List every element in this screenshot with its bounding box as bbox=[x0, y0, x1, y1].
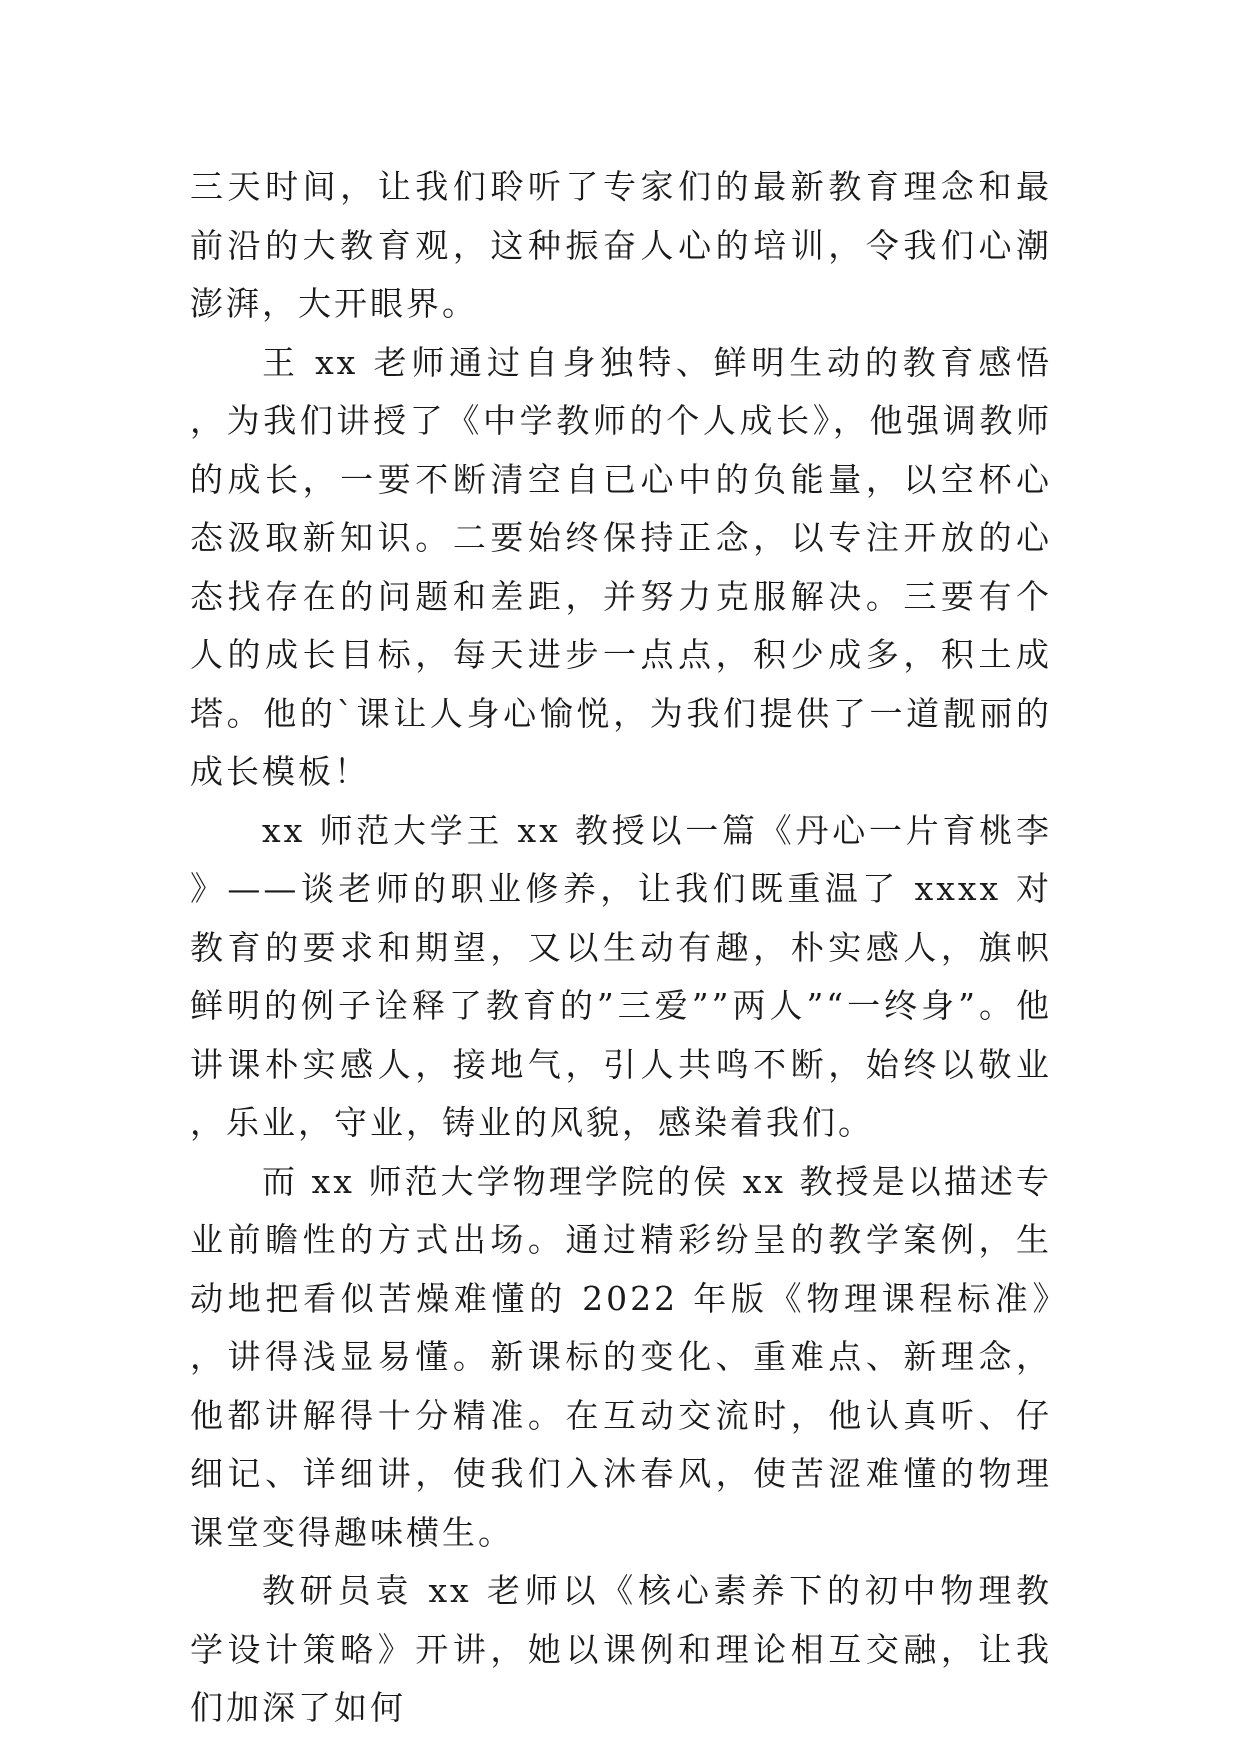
paragraph-professor-wang: xx 师范大学王 xx 教授以一篇《丹心一片育桃李》——谈老师的职业修养，让我们既重温了 xxxx 对教育的要求和期望，又以生动有趣，朴实感人，旗帜鲜明的例子诠释了教育的”三爱””两人”“一终身”。他讲课朴实感人，接地气，引人共鸣不断，始终以敬业，乐业，守业，铸业的风貌，感染着我们。 bbox=[190, 810, 1052, 1142]
paragraph-training-intro: 三天时间，让我们聆听了专家们的最新教育理念和最前沿的大教育观，这种振奋人心的培训，令我们心潮澎湃，大开眼界。 bbox=[190, 167, 1052, 323]
paragraph-teacher-wang: 王 xx 老师通过自身独特、鲜明生动的教育感悟，为我们讲授了《中学教师的个人成长》，他强调教师的成长，一要不断清空自已心中的负能量，以空杯心态汲取新知识。二要始终保持正念，以专注开放的心态找存在的问题和差距，并努力克服解决。三要有个人的成长目标，每天进步一点点，积少成多，积土成塔。他的`课让人身心愉悦，为我们提供了一道靓丽的成长模板！ bbox=[190, 342, 1052, 791]
paragraph-professor-hou: 而 xx 师范大学物理学院的侯 xx 教授是以描述专业前瞻性的方式出场。通过精彩纷呈的教学案例，生动地把看似苦燥难懂的 2022 年版《物理课程标准》，讲得浅显易懂。新课标的变化、重难点、新理念，他都讲解得十分精准。在互动交流时，他认真听、仔细记、详细讲，使我们入沐春风，使苦涩难懂的物理课堂变得趣味横生。 bbox=[190, 1161, 1052, 1552]
document-body bbox=[190, 158, 1052, 1738]
paragraph-teacher-yuan: 教研员袁 xx 老师以《核心素养下的初中物理教学设计策略》开讲，她以课例和理论相互交融，让我们加深了如何 bbox=[190, 1571, 1052, 1727]
